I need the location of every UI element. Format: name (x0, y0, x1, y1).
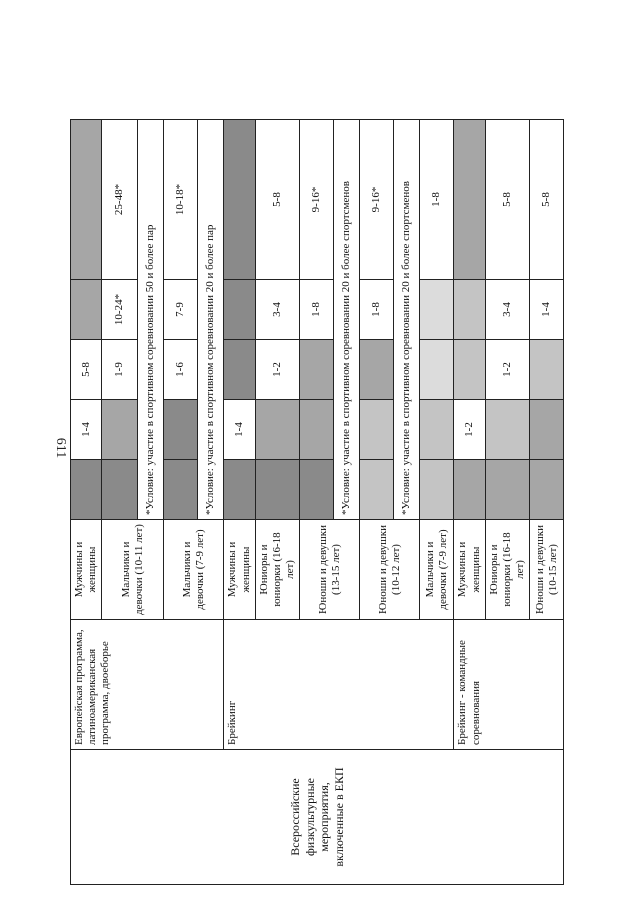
category-cell: Юноши и девушки (10-12 лет) (360, 520, 420, 620)
condition-note: *Условие: участие в спортивном соревновании 20 и более пар (198, 120, 224, 520)
shaded-cell (530, 460, 564, 520)
category-cell: Мужчины и женщины (71, 520, 102, 620)
place-cell: 7-9 (164, 280, 198, 340)
shaded-cell (420, 280, 454, 340)
group-cell: Брейкинг (224, 620, 454, 750)
category-cell: Мужчины и женщины (454, 520, 485, 620)
shaded-cell (530, 400, 564, 460)
shaded-cell (360, 340, 394, 400)
place-cell: 5-8 (71, 340, 102, 400)
shaded-cell (71, 280, 102, 340)
sport-ranks-table (70, 119, 564, 885)
place-cell: 3-4 (485, 280, 530, 340)
place-cell: 5-8 (255, 120, 300, 280)
shaded-cell (420, 400, 454, 460)
place-cell: 3-4 (255, 280, 300, 340)
place-cell: 1-8 (420, 120, 454, 280)
shaded-cell (71, 120, 102, 280)
place-cell: 1-9 (102, 340, 138, 400)
group-cell: Брейкинг - командные соревнования (454, 620, 564, 750)
shaded-cell (454, 340, 485, 400)
shaded-cell (360, 460, 394, 520)
shaded-cell (164, 400, 198, 460)
shaded-cell (224, 280, 255, 340)
shaded-cell (485, 400, 530, 460)
shaded-cell (224, 340, 255, 400)
place-cell: 1-6 (164, 340, 198, 400)
place-cell: 1-2 (485, 340, 530, 400)
place-cell: 5-8 (530, 120, 564, 280)
place-cell: 1-2 (454, 400, 485, 460)
place-cell: 1-8 (360, 280, 394, 340)
shaded-cell (454, 120, 485, 280)
rotated-page (70, 120, 559, 885)
shaded-cell (164, 460, 198, 520)
category-cell: Юноши и девушки (10-15 лет) (530, 520, 564, 620)
place-cell: 1-2 (255, 340, 300, 400)
category-cell: Мальчики и девочки (10-11 лет) (102, 520, 164, 620)
shaded-cell (224, 120, 255, 280)
place-cell: 9-16* (360, 120, 394, 280)
place-cell: 1-4 (224, 400, 255, 460)
place-cell: 1-4 (71, 400, 102, 460)
shaded-cell (530, 340, 564, 400)
shaded-cell (420, 340, 454, 400)
shaded-cell (454, 280, 485, 340)
shaded-cell (300, 400, 334, 460)
shaded-cell (255, 460, 300, 520)
shaded-cell (485, 460, 530, 520)
shaded-cell (454, 460, 485, 520)
group-cell: Европейская программа, латиноамериканская программа, двоеборье (71, 620, 224, 750)
shaded-cell (300, 460, 334, 520)
place-cell: 1-4 (530, 280, 564, 340)
shaded-cell (224, 460, 255, 520)
page-number: 611 (53, 437, 68, 459)
condition-note: *Условие: участие в спортивном соревновании 50 и более пар (138, 120, 164, 520)
shaded-cell (360, 400, 394, 460)
category-cell: Мальчики и девочки (7-9 лет) (164, 520, 224, 620)
place-cell: 10-18* (164, 120, 198, 280)
shaded-cell (102, 460, 138, 520)
shaded-cell (102, 400, 138, 460)
category-cell: Мальчики и девочки (7-9 лет) (420, 520, 454, 620)
shaded-cell (255, 400, 300, 460)
place-cell: 9-16* (300, 120, 334, 280)
shaded-cell (420, 460, 454, 520)
place-cell: 10-24* (102, 280, 138, 340)
place-cell: 5-8 (485, 120, 530, 280)
category-cell: Мужчины и женщины (224, 520, 255, 620)
category-cell: Юноши и девушки (13-15 лет) (300, 520, 360, 620)
category-cell: Юниоры и юниорки (16-18 лет) (255, 520, 300, 620)
shaded-cell (71, 460, 102, 520)
place-cell: 25-48* (102, 120, 138, 280)
section-cell: Всероссийские физкультурные мероприятия, включенные в ЕКП (71, 750, 564, 885)
place-cell: 1-8 (300, 280, 334, 340)
condition-note: *Условие: участие в спортивном соревновании 20 и более спортсменов (334, 120, 360, 520)
table-row (71, 120, 102, 885)
category-cell: Юниоры и юниорки (16-18 лет) (485, 520, 530, 620)
shaded-cell (300, 340, 334, 400)
condition-note: *Условие: участие в спортивном соревновании 20 и более спортсменов (394, 120, 420, 520)
